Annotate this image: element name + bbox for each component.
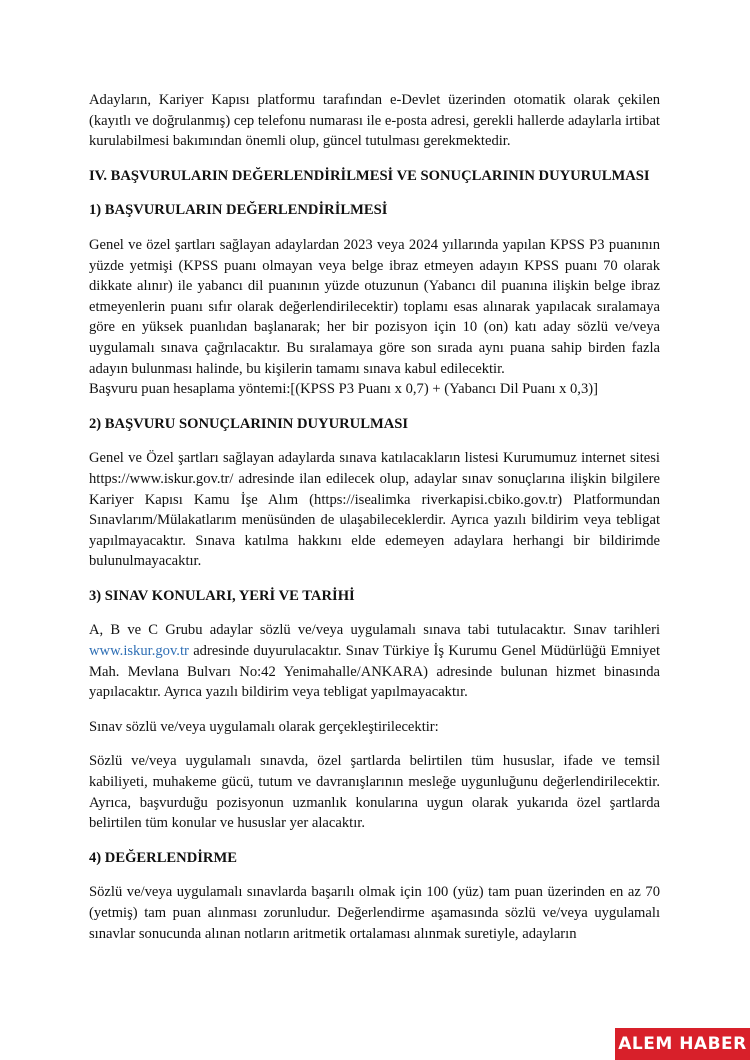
score-formula: Başvuru puan hesaplama yöntemi:[(KPSS P3 Puanı x 0,7) + (Yabancı Dil Puanı x 0,3)]	[89, 381, 598, 398]
section-iv-title: IV. BAŞVURULARIN DEĞERLENDİRİLMESİ VE SONUÇLARININ DUYURULMASI	[89, 167, 650, 184]
subsection-1-title: 1) BAŞVURULARIN DEĞERLENDİRİLMESİ	[89, 202, 388, 219]
subsection-1-paragraph: Genel ve özel şartları sağlayan adaylardan 2023 veya 2024 yıllarında yapılan KPSS P3 puanının yüzde yetmişi (KPSS puanı olmayan veya belge ibraz etmeyen adayın KPSS puanı 70 olarak dikkate alınır) ile yabancı dil puanının yüzde otuzunun (Yabancı dil puanına ilişkin belge ibraz etmeyenlerin puanı sıfır olarak değerlendirilecektir) toplamı esas alınarak yapılacak sıralamaya göre en yüksek puanlıdan başlanarak; her bir pozisyon için 10 (on) katı aday sözlü ve/veya uygulamalı sınava çağrılacaktır. Bu sıralamaya göre son sırada aynı puana sahip birden fazla adayın bulunması halinde, bu kişilerin tamamı sınava kabul edilecektir.	[89, 236, 660, 377]
subsection-3-text-b: adresinde duyurulacaktır. Sınav Türkiye İş Kurumu Genel Müdürlüğü Emniyet Mah. Mevlana Bulvarı No:42 Yenimahalle/ANKARA) adresinde bulunan hizmet binasında yapılacaktır. Ayrıca yazılı bildirim veya tebligat yapılmayacaktır.	[89, 643, 660, 701]
alem-haber-watermark	[615, 1028, 750, 1060]
subsection-2-title: 2) BAŞVURU SONUÇLARININ DUYURULMASI	[89, 415, 409, 432]
subsection-2-paragraph: Genel ve Özel şartları sağlayan adaylarda sınava katılacakların listesi Kurumumuz internet sitesi https://www.iskur.gov.tr/ adresinde ilan edilecek olup, adaylar sınav sonuçlarına ilişkin bilgilere Kariyer Kapısı Kamu İşe Alım (https://isealimka riverkapisi.cbiko.gov.tr) Platformundan Sınavlarım/Mülakatlarım menüsünden de ulaşabileceklerdir. Ayrıca yazılı bildirim veya tebligat yapılmayacaktır. Sınava katılma hakkını elde edemeyen adaylara herhangi bir bildirimde bulunulmayacaktır.	[89, 450, 660, 570]
subsection-3-text-a: A, B ve C Grubu adaylar sözlü ve/veya uygulamalı sınava tabi tutulacaktır. Sınav tarihleri	[89, 622, 660, 639]
watermark-text: ALEM HABER	[618, 1034, 747, 1054]
subsection-3-paragraph-3: Sözlü ve/veya uygulamalı sınavda, özel şartlarda belirtilen tüm hususlar, ifade ve temsil kabiliyeti, muhakeme gücü, tutum ve davranışlarının mesleğe uygunluğunu değerlendirilecektir. Ayrıca, başvurduğu pozisyonun uzmanlık konularına uygun olarak yukarıda özel şartlarda belirtilen tüm konular ve hususlar yer alacaktır.	[89, 753, 660, 832]
iskur-link[interactable]: www.iskur.gov.tr	[89, 643, 189, 660]
subsection-4-paragraph: Sözlü ve/veya uygulamalı sınavlarda başarılı olmak için 100 (yüz) tam puan üzerinden en az 70 (yetmiş) tam puan alınması zorunludur. Değerlendirme aşamasında sözlü ve/veya uygulamalı sınavlar sonucunda alınan notların aritmetik ortalaması alınmak suretiyle, adayların	[89, 884, 660, 942]
intro-paragraph: Adayların, Kariyer Kapısı platformu tarafından e-Devlet üzerinden otomatik olarak çekilen (kayıtlı ve doğrulanmış) cep telefonu numarası ile e-posta adresi, gerekli hallerde adaylarla irtibat kurulabilmesi bakımından önemli olup, güncel tutulması gerekmektedir.	[89, 92, 660, 150]
subsection-3-title: 3) SINAV KONULARI, YERİ VE TARİHİ	[89, 587, 355, 604]
subsection-3-paragraph-2: Sınav sözlü ve/veya uygulamalı olarak gerçekleştirilecektir:	[89, 718, 439, 735]
subsection-3-paragraph	[89, 620, 660, 702]
subsection-4-title: 4) DEĞERLENDİRME	[89, 849, 237, 866]
document-body	[89, 90, 660, 958]
